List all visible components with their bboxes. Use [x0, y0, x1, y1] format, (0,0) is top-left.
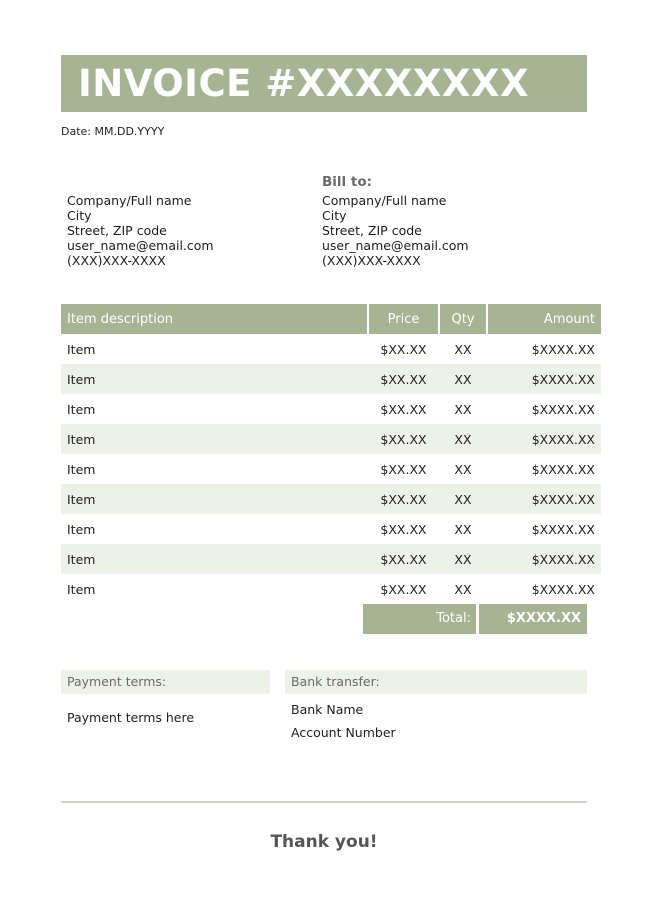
table-row	[61, 544, 601, 574]
total-value: $XXXX.XX	[479, 604, 587, 634]
item-amount: $XXXX.XX	[487, 364, 601, 394]
item-description: Item	[61, 484, 368, 514]
item-price: $XX.XX	[368, 364, 439, 394]
header-description: Item description	[61, 304, 368, 334]
item-amount: $XXXX.XX	[487, 424, 601, 454]
item-price: $XX.XX	[368, 424, 439, 454]
table-row	[61, 394, 601, 424]
items-table	[61, 304, 601, 604]
footer-divider	[61, 801, 587, 803]
item-amount: $XXXX.XX	[531, 461, 595, 477]
item-qty: XX	[454, 581, 472, 597]
items-header-row	[61, 304, 601, 334]
item-description: Item	[67, 401, 96, 417]
table-row	[61, 514, 601, 544]
sender-address	[67, 193, 214, 268]
sender-name: Company/Full name	[67, 193, 192, 208]
bill-to-street: Street, ZIP code	[322, 223, 422, 238]
sender-city: City	[67, 208, 92, 223]
invoice-title: INVOICE #XXXXXXXX	[78, 62, 529, 105]
sender-street: Street, ZIP code	[67, 223, 167, 238]
table-row	[61, 574, 601, 604]
item-qty: XX	[454, 401, 472, 417]
header-qty: Qty	[439, 304, 487, 334]
item-price: $XX.XX	[380, 401, 427, 417]
bank-details	[291, 698, 396, 744]
item-qty: XX	[439, 364, 487, 394]
sender-email: user_name@email.com	[67, 238, 214, 253]
item-description: Item	[67, 461, 96, 477]
item-description: Item	[61, 364, 368, 394]
item-price: $XX.XX	[380, 341, 427, 357]
item-qty: XX	[439, 544, 487, 574]
invoice-header-banner	[61, 55, 587, 112]
sender-phone: (XXX)XXX-XXXX	[67, 253, 166, 268]
bill-to-address	[322, 175, 469, 268]
header-price: Price	[368, 304, 439, 334]
item-amount: $XXXX.XX	[531, 521, 595, 537]
payment-terms-title: Payment terms:	[61, 670, 270, 694]
table-row	[61, 424, 601, 454]
item-amount: $XXXX.XX	[487, 544, 601, 574]
item-price: $XX.XX	[368, 484, 439, 514]
table-row	[61, 334, 601, 364]
header-amount: Amount	[487, 304, 601, 334]
item-description: Item	[67, 341, 96, 357]
bank-name: Bank Name	[291, 702, 364, 717]
item-price: $XX.XX	[380, 581, 427, 597]
total-label: Total:	[363, 604, 476, 634]
item-description: Item	[67, 581, 96, 597]
table-row	[61, 484, 601, 514]
item-amount: $XXXX.XX	[487, 484, 601, 514]
item-amount: $XXXX.XX	[531, 401, 595, 417]
bill-to-phone: (XXX)XXX-XXXX	[322, 253, 421, 268]
invoice-date: Date: MM.DD.YYYY	[61, 125, 165, 138]
bill-to-title: Bill to:	[322, 174, 372, 190]
item-amount: $XXXX.XX	[531, 581, 595, 597]
item-qty: XX	[439, 424, 487, 454]
table-row	[61, 454, 601, 484]
item-description: Item	[61, 544, 368, 574]
bill-to-name: Company/Full name	[322, 193, 447, 208]
item-description: Item	[61, 424, 368, 454]
bill-to-email: user_name@email.com	[322, 238, 469, 253]
item-amount: $XXXX.XX	[531, 341, 595, 357]
item-qty: XX	[454, 341, 472, 357]
item-qty: XX	[454, 521, 472, 537]
item-price: $XX.XX	[380, 461, 427, 477]
bill-to-city: City	[322, 208, 347, 223]
bank-transfer-title: Bank transfer:	[285, 670, 587, 694]
item-qty: XX	[439, 484, 487, 514]
item-qty: XX	[454, 461, 472, 477]
table-row	[61, 364, 601, 394]
payment-terms-text: Payment terms here	[67, 710, 195, 725]
thank-you-text: Thank you!	[270, 832, 378, 852]
item-price: $XX.XX	[380, 521, 427, 537]
item-price: $XX.XX	[368, 544, 439, 574]
item-description: Item	[67, 521, 96, 537]
account-number: Account Number	[291, 725, 396, 740]
